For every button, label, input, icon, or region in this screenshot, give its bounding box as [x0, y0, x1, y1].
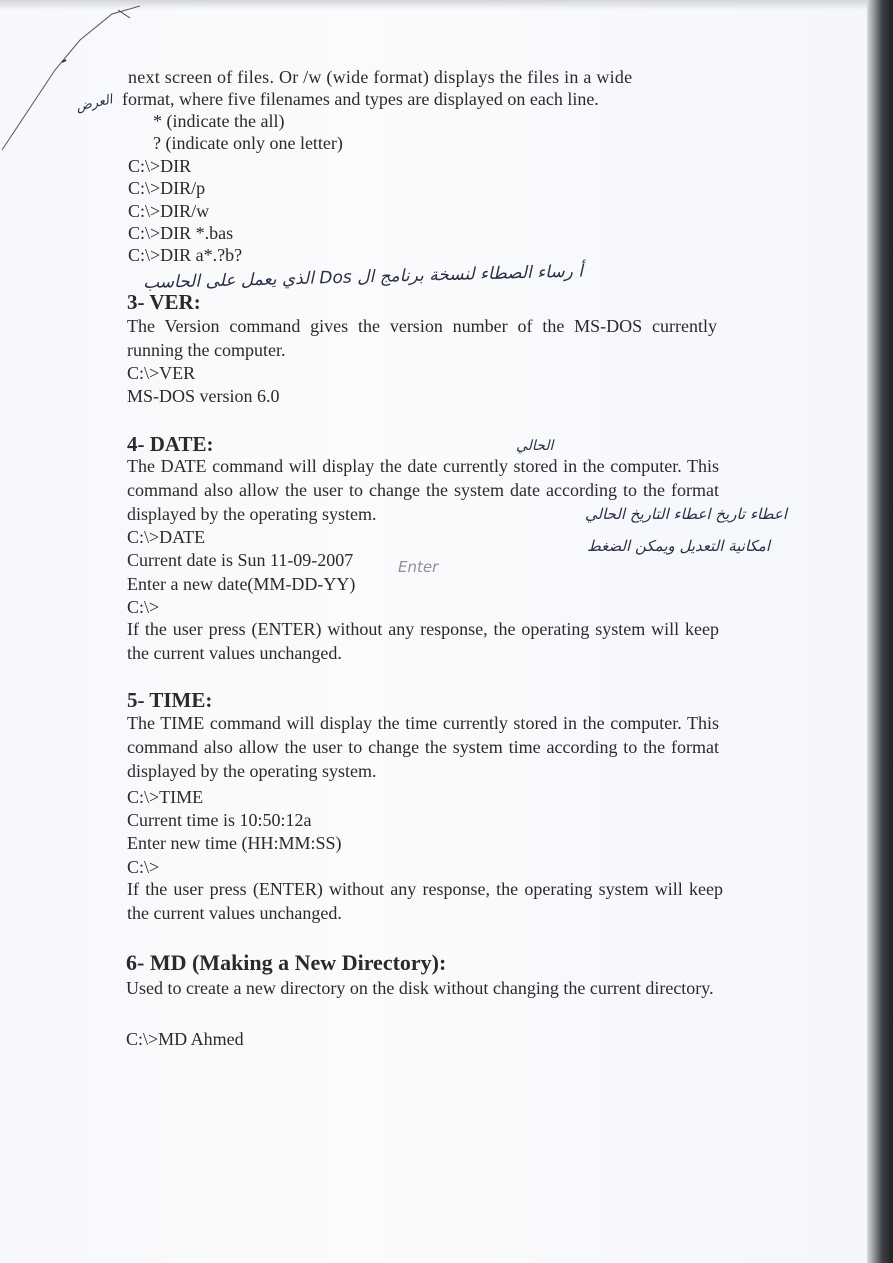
- handwritten-ver-note: أ رساء الصطاء لنسخة برنامج ال Dos الذي يعمل على الحاسب: [142, 261, 584, 294]
- dir-command: C:\>DIR: [128, 156, 192, 176]
- md-heading: 6- MD (Making a New Directory):: [126, 950, 447, 975]
- time-prompt: C:\>: [127, 857, 160, 877]
- handwritten-date-above: الحالي: [516, 438, 554, 454]
- dir-command: C:\>DIR/p: [128, 178, 206, 198]
- ver-command: C:\>VER: [127, 363, 196, 383]
- wildcard-star: * (indicate the all): [153, 111, 285, 131]
- date-prompt: C:\>: [127, 597, 160, 617]
- time-description: The TIME command will display the time currently stored in the computer. This command also allow the user to change the system time according to the format displayed by the operating system.: [127, 713, 719, 781]
- handwritten-enter-note: Enter: [398, 558, 439, 576]
- time-heading: 5- TIME:: [127, 688, 213, 712]
- ver-heading: 3- VER:: [127, 290, 201, 314]
- time-enter-note: If the user press (ENTER) without any response, the operating system will keep the current values unchanged.: [127, 879, 723, 923]
- date-description: The DATE command will display the date currently stored in the computer. This command also allow the user to change the system date according to the format displayed by the operating system.: [127, 456, 719, 524]
- time-command: C:\>TIME: [127, 787, 204, 807]
- ver-output: MS-DOS version 6.0: [127, 386, 280, 406]
- time-output-enter: Enter new time (HH:MM:SS): [127, 833, 342, 853]
- date-output-current: Current date is Sun 11-09-2007: [127, 550, 354, 570]
- date-output-enter: Enter a new date(MM-DD-YY): [127, 574, 356, 594]
- wildcard-question: ? (indicate only one letter): [153, 133, 343, 153]
- date-enter-note: If the user press (ENTER) without any response, the operating system will keep the current values unchanged.: [127, 619, 719, 663]
- handwritten-date-note-1: اعطاء تاريخ اعطاء التاريخ الحالي: [585, 505, 788, 523]
- dir-command: C:\>DIR a*.?b?: [128, 245, 243, 265]
- ver-description: The Version command gives the version number of the MS-DOS currently running the computer.: [127, 316, 717, 360]
- handwritten-date-note-2: امكانية التعديل ويمكن الضغط: [586, 537, 770, 555]
- intro-line-1: next screen of files. Or /w (wide format) displays the files in a wide: [128, 67, 633, 87]
- pencil-corner-stroke: [0, 0, 140, 170]
- dir-command: C:\>DIR *.bas: [128, 223, 234, 243]
- scan-right-edge: [867, 0, 893, 1263]
- date-command: C:\>DATE: [127, 527, 206, 547]
- date-heading: 4- DATE:: [127, 432, 214, 456]
- intro-line-2: format, where five filenames and types are displayed on each line.: [122, 89, 599, 109]
- md-description: Used to create a new directory on the disk without changing the current directory.: [126, 978, 714, 998]
- handwritten-margin-note: العرض: [74, 92, 114, 115]
- time-output-current: Current time is 10:50:12a: [127, 810, 312, 830]
- dir-command: C:\>DIR/w: [128, 201, 210, 221]
- md-command: C:\>MD Ahmed: [126, 1029, 244, 1049]
